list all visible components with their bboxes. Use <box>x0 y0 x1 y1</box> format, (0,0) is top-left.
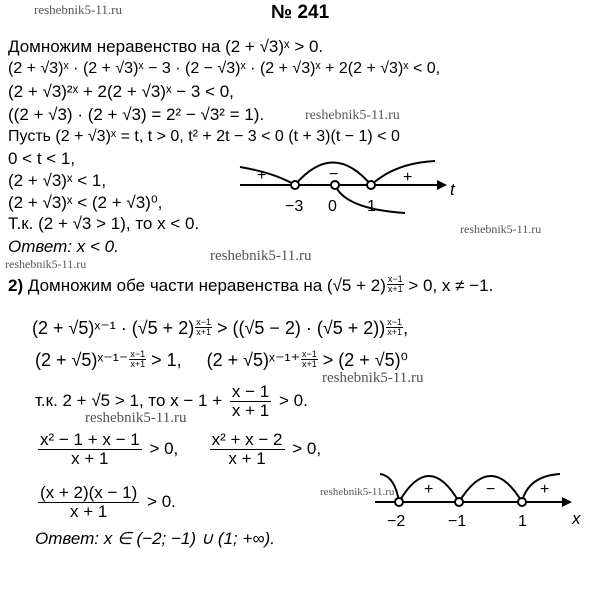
sign-label: + <box>540 481 550 498</box>
problem-number: № 241 <box>271 2 330 23</box>
axis-variable: x <box>572 509 581 528</box>
axis-variable: t <box>450 180 455 199</box>
tick-label: 1 <box>518 513 527 530</box>
open-point <box>395 498 403 506</box>
watermark: reshebnik5-11.ru <box>85 410 187 426</box>
solution-line: (2 + √5)ˣ⁻¹⁻ $\frac{x-1}{x+1}$ > 1, (2 + √5)ˣ⁻¹⁺ $\frac{x-1}{x+1}$ > (2 + √5)⁰ <box>35 349 408 370</box>
solution-line: Домножим неравенство на (2 + √3)ˣ > 0. <box>8 37 324 56</box>
sign-chart-t <box>235 145 465 225</box>
fraction: $\frac{(x + 2)(x - 1)}{x + 1}$ <box>40 483 138 521</box>
solution-line: $\frac{(x + 2)(x - 1)}{x + 1}$ > 0. <box>40 483 176 521</box>
exponent-fraction: $\frac{x-1}{x+1}$ <box>196 317 211 337</box>
watermark: reshebnik5-11.ru <box>305 108 400 123</box>
solution-line: (2 + √3)ˣ · (2 + √3)ˣ − 3 · (2 − √3)ˣ · (2 + √3)ˣ + 2(2 + √3)ˣ < 0, <box>8 60 441 77</box>
fraction: $\frac{\text{x² + x − 2}}{x + 1}$ <box>211 430 283 468</box>
tick-label: −1 <box>448 513 467 530</box>
fraction: $\frac{\text{x² − 1 + x − 1}}{x + 1}$ <box>40 430 140 468</box>
sign-label: + <box>257 167 267 184</box>
solution-line: Пусть (2 + √3)ˣ = t, t > 0, t² + 2t − 3 < 0 (t + 3)(t − 1) < 0 <box>8 128 400 145</box>
sign-chart-x <box>370 462 590 532</box>
tick-label: −2 <box>387 513 406 530</box>
sign-label: + <box>403 169 413 186</box>
answer: Ответ: x ∈ (−2; −1) ∪ (1; +∞). <box>35 529 275 548</box>
open-point <box>291 181 299 189</box>
exponent-fraction: $\frac{x-1}{x+1}$ <box>387 317 403 337</box>
solution-line: Т.к. (2 + √3 > 1), то x < 0. <box>8 214 200 233</box>
solution-line: (2 + √3)ˣ < (2 + √3)⁰, <box>8 193 163 212</box>
open-point <box>367 181 375 189</box>
line-text: Домножим обе части неравенства на (√5 + 2) <box>27 276 386 295</box>
solution-line: 0 < t < 1, <box>8 149 76 168</box>
exponent-fraction: $\frac{x-1}{x+1}$ <box>130 349 146 369</box>
tick-label: 0 <box>328 198 337 215</box>
solution-line: т.к. 2 + √5 > 1, то x − 1 + $\frac{x - 1}{x + 1}$ > 0. <box>35 382 308 420</box>
fraction: $\frac{x - 1}{x + 1}$ <box>231 382 270 420</box>
tick-label: −3 <box>285 198 304 215</box>
solution-line: (2 + √5)ˣ⁻¹ · (√5 + 2) $\frac{x-1}{x+1}$ > ((√5 − 2) · (√5 + 2)) $\frac{x-1}{x+1}$ , <box>32 317 409 338</box>
solution-line: (2 + √3)²ˣ + 2(2 + √3)ˣ − 3 < 0, <box>8 82 234 101</box>
watermark: reshebnik5-11.ru <box>5 257 87 271</box>
solution-line: $\frac{\text{x² − 1 + x − 1}}{x + 1}$ > 0, $\frac{\text{x² + x − 2}}{x + 1}$ > 0, <box>40 430 322 468</box>
watermark: reshebnik5-11.ru <box>322 370 424 386</box>
exponent-fraction: $\frac{x-1}{x+1}$ <box>301 349 317 369</box>
solution-line: (2 + √3)ˣ < 1, <box>8 171 107 190</box>
watermark: reshebnik5-11.ru <box>460 222 542 236</box>
watermark: reshebnik5-11.ru <box>210 248 312 264</box>
tick-label: 1 <box>367 198 376 215</box>
sign-label: + <box>424 481 434 498</box>
solution-line <box>8 275 493 295</box>
sign-label: − <box>486 481 496 498</box>
answer: Ответ: x < 0. <box>8 237 119 256</box>
solution-line: ((2 + √3) · (2 + √3) = 2² − √3² = 1). <box>8 105 265 124</box>
open-point <box>455 498 463 506</box>
line-text: > 0, x ≠ −1. <box>408 276 494 295</box>
watermark: reshebnik5-11.ru <box>320 486 395 498</box>
sign-label: − <box>329 166 339 183</box>
open-point <box>518 498 526 506</box>
item-number: 2) <box>8 276 24 295</box>
exponent-fraction: $\frac{x-1}{x+1}$ <box>387 274 403 294</box>
watermark: reshebnik5-11.ru <box>34 2 122 17</box>
